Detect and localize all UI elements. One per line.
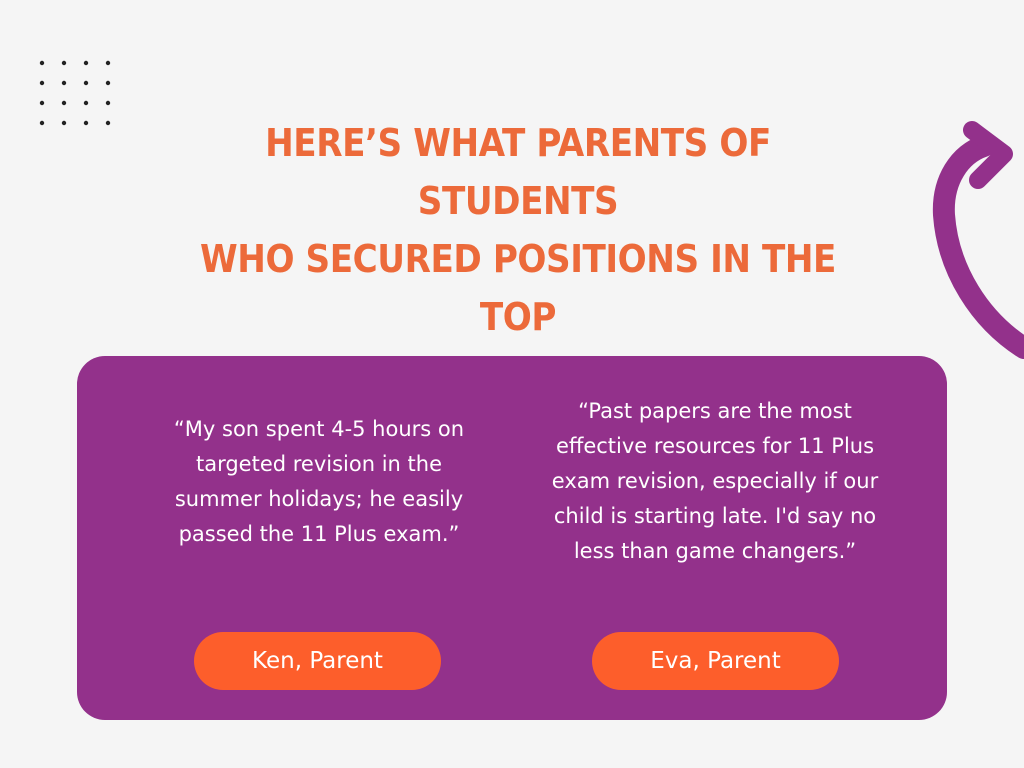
author-badge: Ken, Parent bbox=[194, 632, 441, 690]
testimonial-quote: “My son spent 4-5 hours on targeted revision in the summer holidays; he easily passed the 11 Plus exam.” bbox=[173, 417, 465, 546]
dot-grid-icon bbox=[39, 60, 119, 130]
testimonials-panel bbox=[77, 356, 947, 720]
heading-line: WHO SECURED POSITIONS IN THE TOP bbox=[200, 237, 836, 339]
curved-arrow-icon bbox=[920, 120, 1024, 360]
heading-line: HERE’S WHAT PARENTS OF STUDENTS bbox=[265, 121, 771, 223]
author-badge: Eva, Parent bbox=[592, 632, 839, 690]
testimonial-quote: “Past papers are the most effective resources for 11 Plus exam revision, especially if our child is starting late. I'd say no less than game changers.” bbox=[551, 399, 879, 563]
